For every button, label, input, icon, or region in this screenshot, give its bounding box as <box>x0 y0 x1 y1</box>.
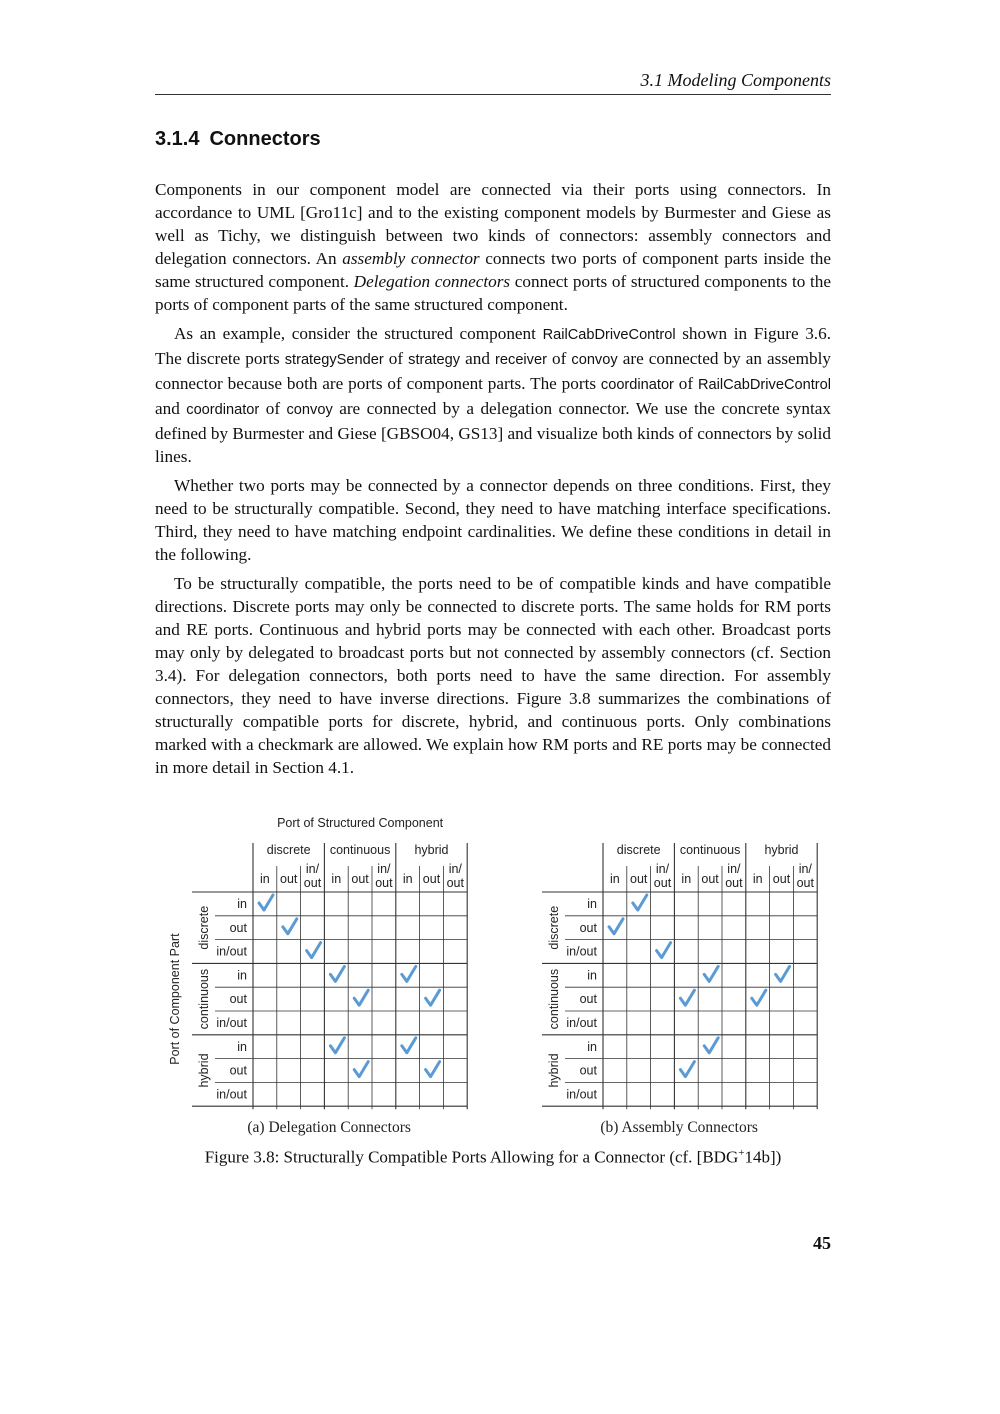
column-header: in <box>681 872 692 886</box>
checkmark-icon <box>426 1062 440 1077</box>
row-label: in/out <box>216 1087 247 1102</box>
column-header: out <box>796 876 814 890</box>
row-label: out <box>579 920 597 935</box>
assembly-connectors-table <box>500 812 1000 1137</box>
row-label: in <box>587 1039 597 1054</box>
checkmark-icon <box>609 919 623 934</box>
column-header: out <box>630 872 648 886</box>
checkmark-icon <box>776 966 790 981</box>
column-group-label: discrete <box>266 843 311 857</box>
column-group-label: continuous <box>679 843 741 857</box>
row-group-label: continuous <box>547 968 561 1030</box>
assembly-table-group <box>542 843 817 1136</box>
column-axis-title: Port of Structured Component <box>277 816 444 830</box>
checkmark-icon <box>259 895 273 910</box>
running-header <box>155 70 831 95</box>
page-number: 45 <box>813 1233 831 1253</box>
row-label: in/out <box>566 944 597 959</box>
column-group-label: hybrid <box>414 843 449 857</box>
column-group-label: discrete <box>616 843 661 857</box>
checkmark-icon <box>680 990 694 1005</box>
column-header: out <box>375 876 393 890</box>
checkmark-icon <box>704 966 718 981</box>
row-group-label: continuous <box>197 968 211 1030</box>
column-header: in/ <box>655 862 670 876</box>
figure-caption: Figure 3.8: Structurally Compatible Ports Allowing for a Connector (cf. [BDG+14b]) <box>204 1147 782 1167</box>
column-header: in <box>260 872 270 886</box>
row-group-label: hybrid <box>547 1053 561 1088</box>
section-title: Connectors <box>209 128 321 150</box>
subfigure-caption: (a) Delegation Connectors <box>247 1119 411 1137</box>
column-header: in/ <box>305 862 320 876</box>
column-header: out <box>303 876 322 890</box>
row-group-label: discrete <box>547 905 561 950</box>
checkmark-icon <box>402 1038 416 1053</box>
row-label: in/out <box>566 1016 597 1030</box>
checkmark-icon <box>426 990 440 1005</box>
row-label: in/out <box>216 944 247 959</box>
running-title: 3.1 Modeling Components <box>640 70 831 90</box>
paragraph-2: As an example, consider the structured component RailCabDriveControl shown in Figure 3.6. The discrete ports strategySender of strategy and receiver of convoy are connected by an assembly connector because both are ports of component parts. The ports coordinator of RailCabDriveControl and coordinator of convoy are connected by a delegation connector. We use the concrete syntax defined by Burmester and Giese [GBSO04, GS13] and visualize both kinds of connectors by solid lines. <box>155 324 831 466</box>
row-label: out <box>229 992 247 1007</box>
row-label: out <box>229 1063 247 1078</box>
column-header: out <box>701 872 719 886</box>
checkmark-icon <box>283 919 297 934</box>
column-header: out <box>446 876 464 890</box>
paragraph-4: To be structurally compatible, the ports need to be of compatible kinds and have compatible directions. Discrete ports may only be connected to discrete ports. The same holds for RM ports and RE ports. Continuous and hybrid ports may be connected with each other. Broadcast ports may only by delegated to broadcast ports but not connected by assembly connectors (cf. Section 3.4). For delegation connectors, both ports need to have the same direction. For assembly connectors, they need to have inverse directions. Figure 3.8 summarizes the combinations of structurally compatible ports for discrete, hybrid, and continuous ports. Only combinations marked with a checkmark are allowed. We explain how RM ports and RE ports may be connected in more detail in Section 4.1. <box>155 574 831 777</box>
section-number: 3.1.4 <box>155 128 200 150</box>
column-header: out <box>280 872 298 886</box>
column-group-label: continuous <box>329 843 391 857</box>
checkmark-icon <box>330 1038 344 1053</box>
column-header: out <box>653 876 672 890</box>
row-label: in/out <box>566 1087 597 1102</box>
row-group-label: discrete <box>197 905 211 950</box>
paragraph-1: Components in our component model are connected via their ports using connectors. In accordance to UML [Gro11c] and to the existing component models by Burmester and Giese as well as Tichy, we distinguish between two kinds of connectors: assembly connectors and delegation connectors. An assembly connector connects two ports of component parts inside the same structured component. Delegation connectors connect ports of structured components to the ports of component parts of the same structured component. <box>155 180 831 314</box>
subfigure-caption: (b) Assembly Connectors <box>600 1119 758 1137</box>
column-header: out <box>725 876 743 890</box>
column-header: in/ <box>727 862 741 876</box>
checkmark-icon <box>680 1062 694 1077</box>
paragraph-3: Whether two ports may be connected by a connector depends on three conditions. First, they need to be structurally compatible. Second, they need to have matching interface specifications. Third, they need to have matching endpoint cardinalities. We define these conditions in detail in the following. <box>155 476 831 564</box>
row-label: out <box>229 920 247 935</box>
row-label: in/out <box>216 1016 247 1030</box>
section-heading <box>155 128 321 151</box>
column-header: out <box>422 872 441 886</box>
row-label: out <box>579 1063 597 1078</box>
checkmark-icon <box>704 1038 718 1053</box>
checkmark-icon <box>633 895 647 910</box>
checkmark-icon <box>330 966 344 981</box>
column-header: out <box>772 872 791 886</box>
checkmark-icon <box>657 943 671 958</box>
row-label: in <box>587 897 597 911</box>
column-header: in <box>752 872 763 886</box>
checkmark-icon <box>354 990 368 1005</box>
checkmark-icon <box>752 990 766 1005</box>
column-group-label: hybrid <box>764 843 799 857</box>
column-header: in/ <box>448 862 462 876</box>
column-header: in <box>402 872 413 886</box>
row-label: in <box>237 968 247 983</box>
column-header: in/ <box>798 862 812 876</box>
row-group-label: hybrid <box>197 1053 211 1088</box>
row-label: out <box>579 992 597 1007</box>
column-header: out <box>351 872 369 886</box>
row-label: in <box>237 1039 247 1054</box>
delegation-connectors-table <box>0 812 500 1137</box>
row-label: in <box>237 897 247 911</box>
column-header: in <box>331 872 342 886</box>
column-header: in/ <box>377 862 391 876</box>
body-text <box>155 178 831 785</box>
checkmark-icon <box>354 1062 368 1077</box>
column-header: in <box>610 872 620 886</box>
row-axis-title: Port of Component Part <box>168 933 182 1065</box>
checkmark-icon <box>402 966 416 981</box>
row-label: in <box>587 968 597 983</box>
checkmark-icon <box>307 943 321 958</box>
